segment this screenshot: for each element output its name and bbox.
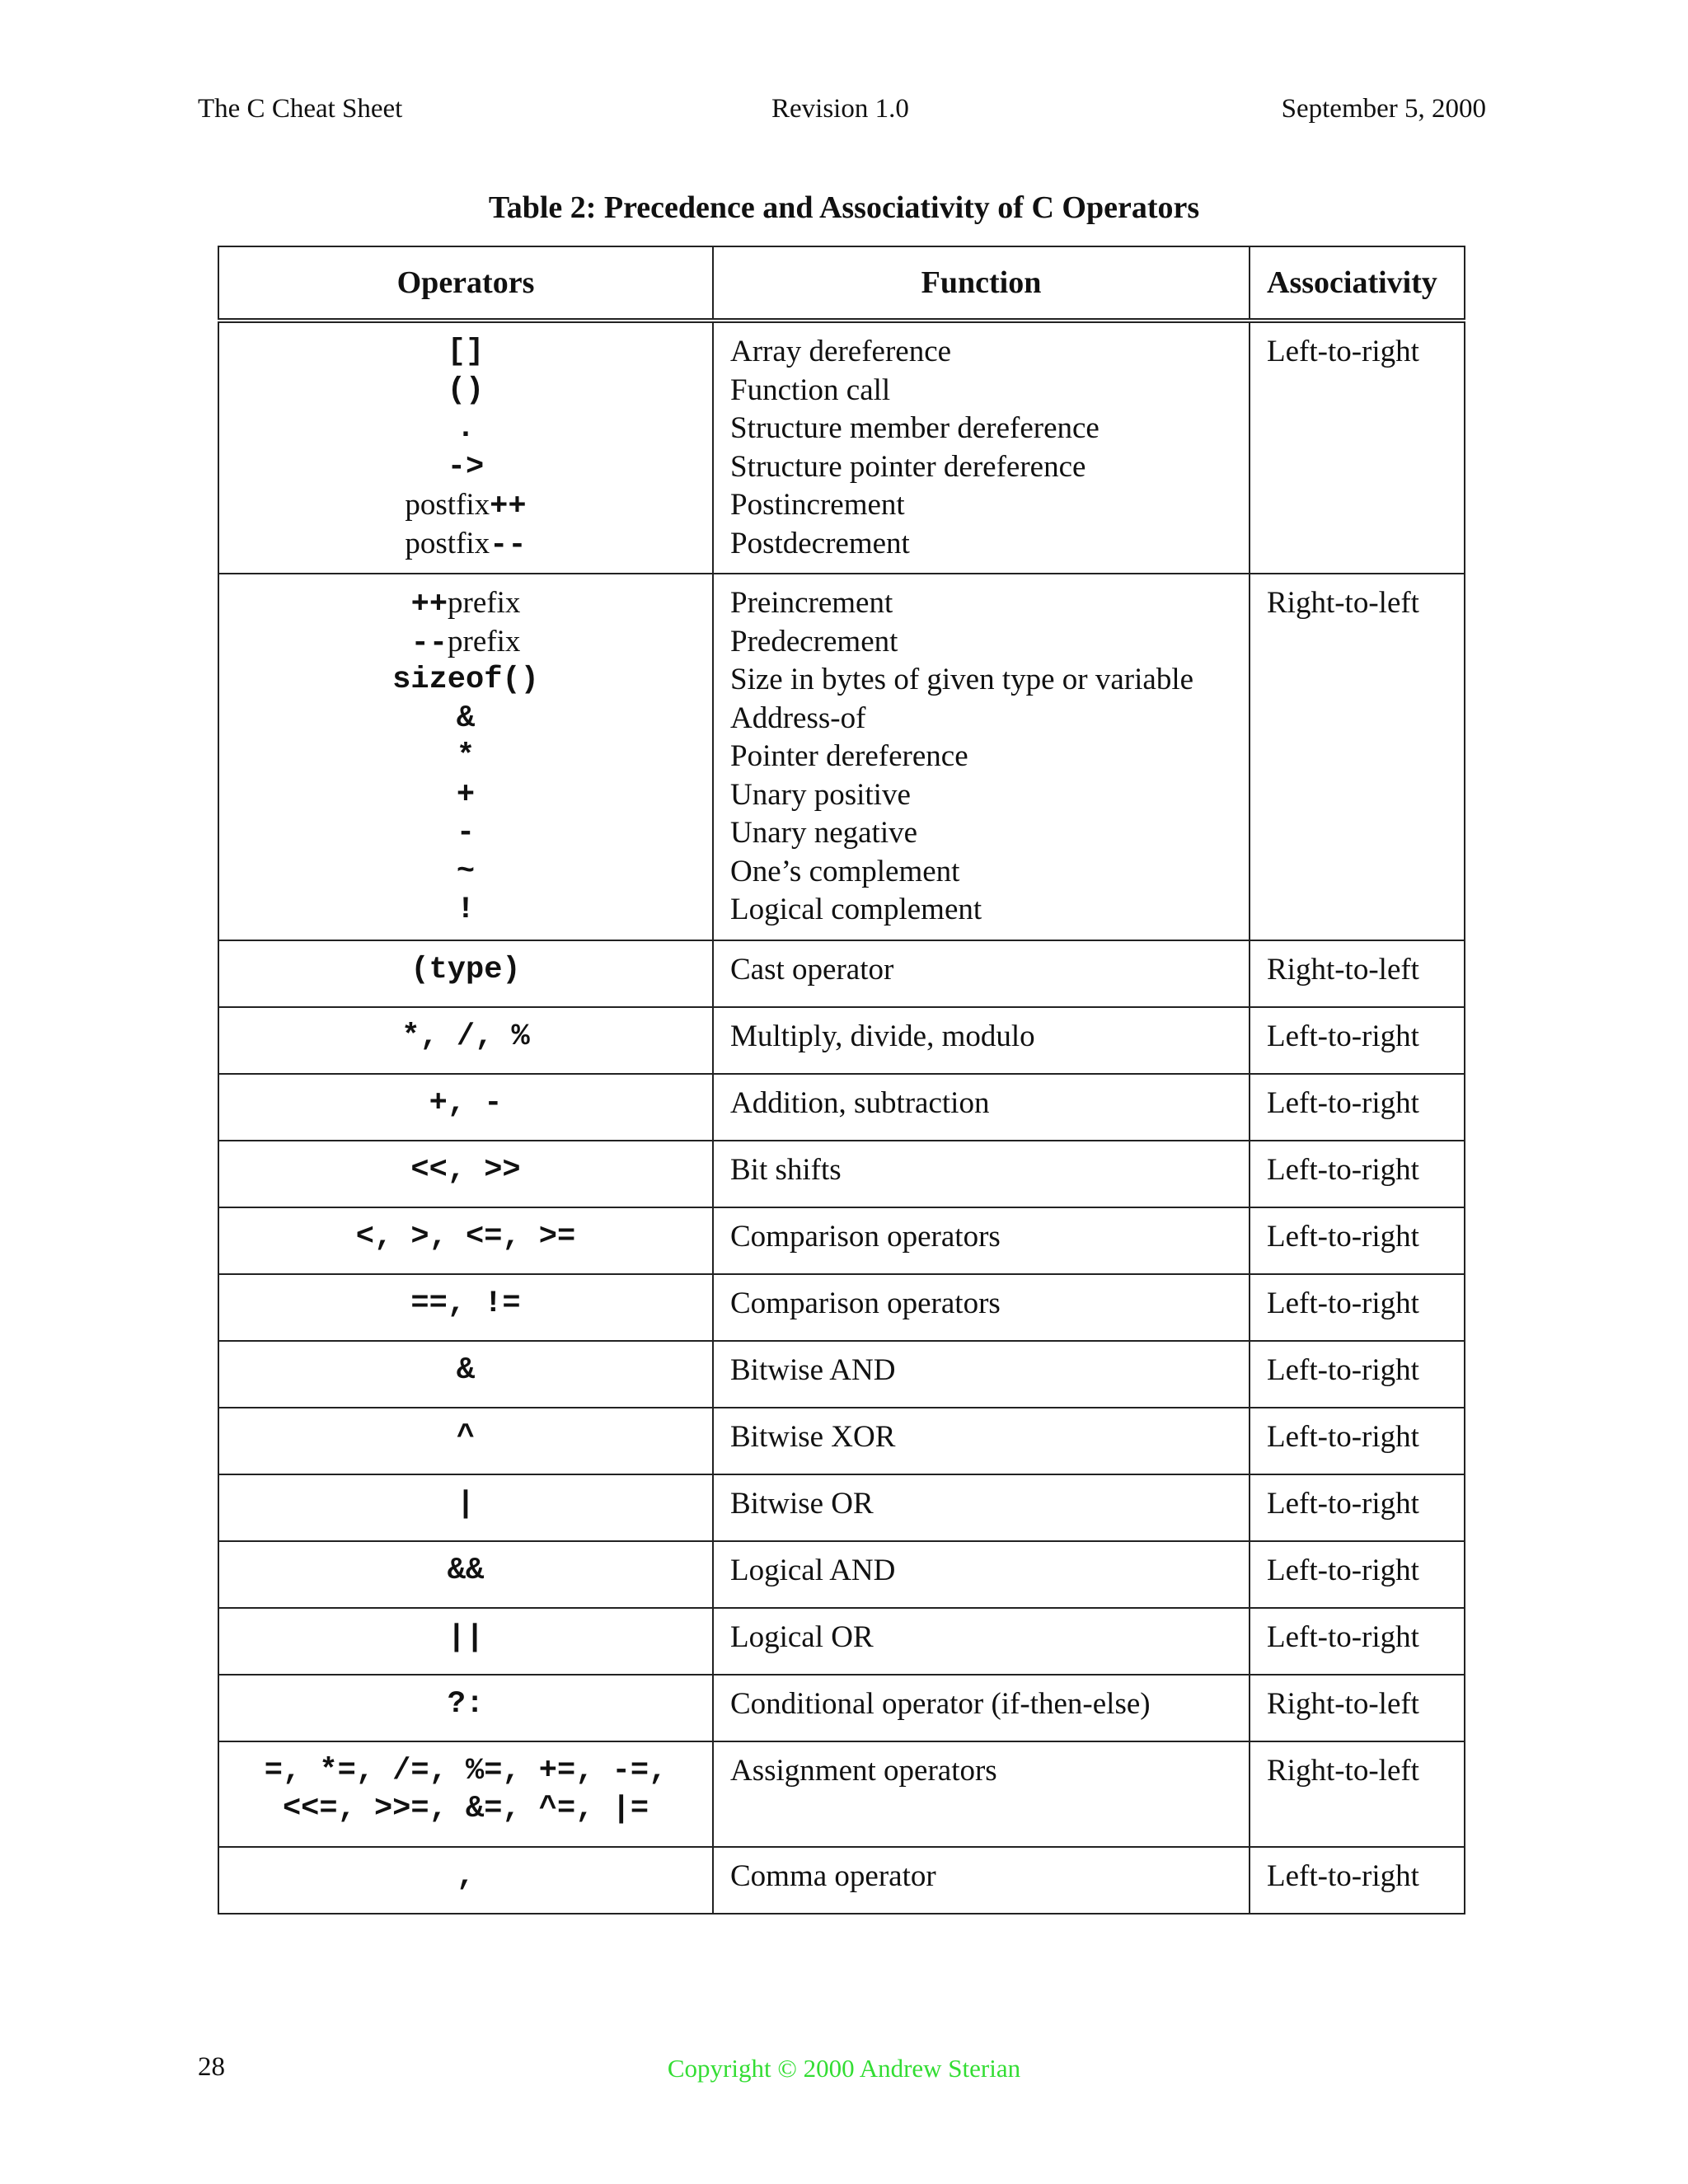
operators-cell: ==, != [218,1274,713,1341]
function-text: Pointer dereference [730,739,968,773]
associativity-cell: Left-to-right [1250,1541,1465,1608]
associativity-cell: Left-to-right [1250,1274,1465,1341]
operator: & [456,701,476,736]
function-cell: Comma operator [713,1847,1250,1914]
associativity-cell: Right-to-left [1250,574,1465,940]
header-title: The C Cheat Sheet [198,94,403,124]
function-cell: Cast operator [713,940,1250,1007]
function-cell: Bitwise OR [713,1474,1250,1541]
operator: - [456,816,476,851]
function-cell: Comparison operators [713,1207,1250,1274]
function-cell [713,574,1250,940]
associativity-cell: Left-to-right [1250,1474,1465,1541]
function-text: Size in bytes of given type or variable [730,663,1194,696]
function-text: Postdecrement [730,526,910,560]
function-cell [713,321,1250,574]
table-row [218,1007,1465,1074]
associativity-cell: Left-to-right [1250,1007,1465,1074]
associativity-cell: Left-to-right [1250,1074,1465,1141]
operators-cell [218,321,713,574]
function-text: Predecrement [730,624,898,658]
function-cell: Assignment operators [713,1741,1250,1847]
operator: ! [456,893,476,927]
operator: . [456,411,476,446]
operators-cell: <<, >> [218,1141,713,1207]
function-text: Array dereference [730,335,952,368]
operator-symbol: ++ [490,490,527,524]
operator-word: prefix [448,586,521,620]
table-row [218,1541,1465,1608]
associativity-cell: Left-to-right [1250,1341,1465,1408]
operators-cell: ?: [218,1675,713,1741]
associativity-cell: Left-to-right [1250,1141,1465,1207]
operators-cell: && [218,1541,713,1608]
associativity-cell: Right-to-left [1250,1741,1465,1847]
table-row [218,940,1465,1007]
operator [219,486,712,525]
table-row [218,1675,1465,1741]
operator: =, *=, /=, %=, +=, -=, [264,1753,668,1788]
associativity-cell: Left-to-right [1250,1608,1465,1675]
function-cell: Bitwise AND [713,1341,1250,1408]
operator: <<=, >>=, &=, ^=, |= [282,1792,649,1826]
operator-symbol: -- [410,626,448,661]
table-row [218,1408,1465,1474]
table-row [218,1741,1465,1847]
associativity-cell: Left-to-right [1250,1408,1465,1474]
operator-precedence-table [218,246,1465,1915]
operator [219,584,712,623]
function-text: Structure member dereference [730,411,1100,445]
operator: + [456,777,476,813]
operator [219,525,712,564]
operators-cell: || [218,1608,713,1675]
table-row [218,1608,1465,1675]
operators-cell: , [218,1847,713,1914]
column-header-operators: Operators [218,246,713,321]
operator: [] [447,335,485,369]
operators-cell: *, /, % [218,1007,713,1074]
operator-word: prefix [448,624,521,658]
table-row [218,574,1465,940]
operator [219,623,712,662]
page-number: 28 [198,2052,225,2082]
header-date: September 5, 2000 [1281,94,1486,124]
function-cell: Multiply, divide, modulo [713,1007,1250,1074]
table-row [218,1274,1465,1341]
operator: ~ [456,854,476,889]
operators-cell [218,574,713,940]
function-text: Postincrement [730,488,905,522]
function-cell: Logical AND [713,1541,1250,1608]
operators-cell: <, >, <=, >= [218,1207,713,1274]
associativity-cell: Right-to-left [1250,1675,1465,1741]
associativity-cell: Right-to-left [1250,940,1465,1007]
function-cell: Addition, subtraction [713,1074,1250,1141]
associativity-cell: Left-to-right [1250,321,1465,574]
function-cell: Bitwise XOR [713,1408,1250,1474]
function-cell: Conditional operator (if-then-else) [713,1675,1250,1741]
operator: sizeof() [392,663,539,697]
operators-cell: & [218,1341,713,1408]
function-text: Preincrement [730,586,893,620]
operators-cell: +, - [218,1074,713,1141]
operator: * [456,739,476,774]
function-cell: Logical OR [713,1608,1250,1675]
operators-cell: ^ [218,1408,713,1474]
function-text: Address-of [730,701,866,735]
function-text: Unary positive [730,777,911,812]
function-text: Unary negative [730,816,918,850]
operators-cell: | [218,1474,713,1541]
function-text: Logical complement [730,893,982,926]
associativity-cell: Left-to-right [1250,1207,1465,1274]
operator-symbol: -- [490,527,527,563]
operator-word: postfix [405,526,490,560]
associativity-cell: Left-to-right [1250,1847,1465,1914]
table-row [218,1341,1465,1408]
table-row [218,321,1465,574]
function-text: Structure pointer dereference [730,449,1086,484]
operator: -> [447,449,485,485]
operator: () [447,373,485,408]
operators-cell [218,1741,713,1847]
column-header-function: Function [713,246,1250,321]
table-header-row [218,246,1465,321]
function-text: Function call [730,373,891,407]
function-cell: Bit shifts [713,1141,1250,1207]
table-row [218,1847,1465,1914]
operators-cell: (type) [218,940,713,1007]
copyright-notice: Copyright © 2000 Andrew Sterian [667,2054,1021,2083]
table-title: Table 2: Precedence and Associativity of C Operators [488,190,1200,225]
column-header-associativity: Associativity [1250,246,1465,321]
operator-symbol: ++ [410,588,448,622]
table-row [218,1207,1465,1274]
table-row [218,1141,1465,1207]
header-revision: Revision 1.0 [771,94,909,124]
function-text: One’s complement [730,854,960,888]
table-row [218,1074,1465,1141]
operator-word: postfix [405,488,490,522]
table-row [218,1474,1465,1541]
function-cell: Comparison operators [713,1274,1250,1341]
